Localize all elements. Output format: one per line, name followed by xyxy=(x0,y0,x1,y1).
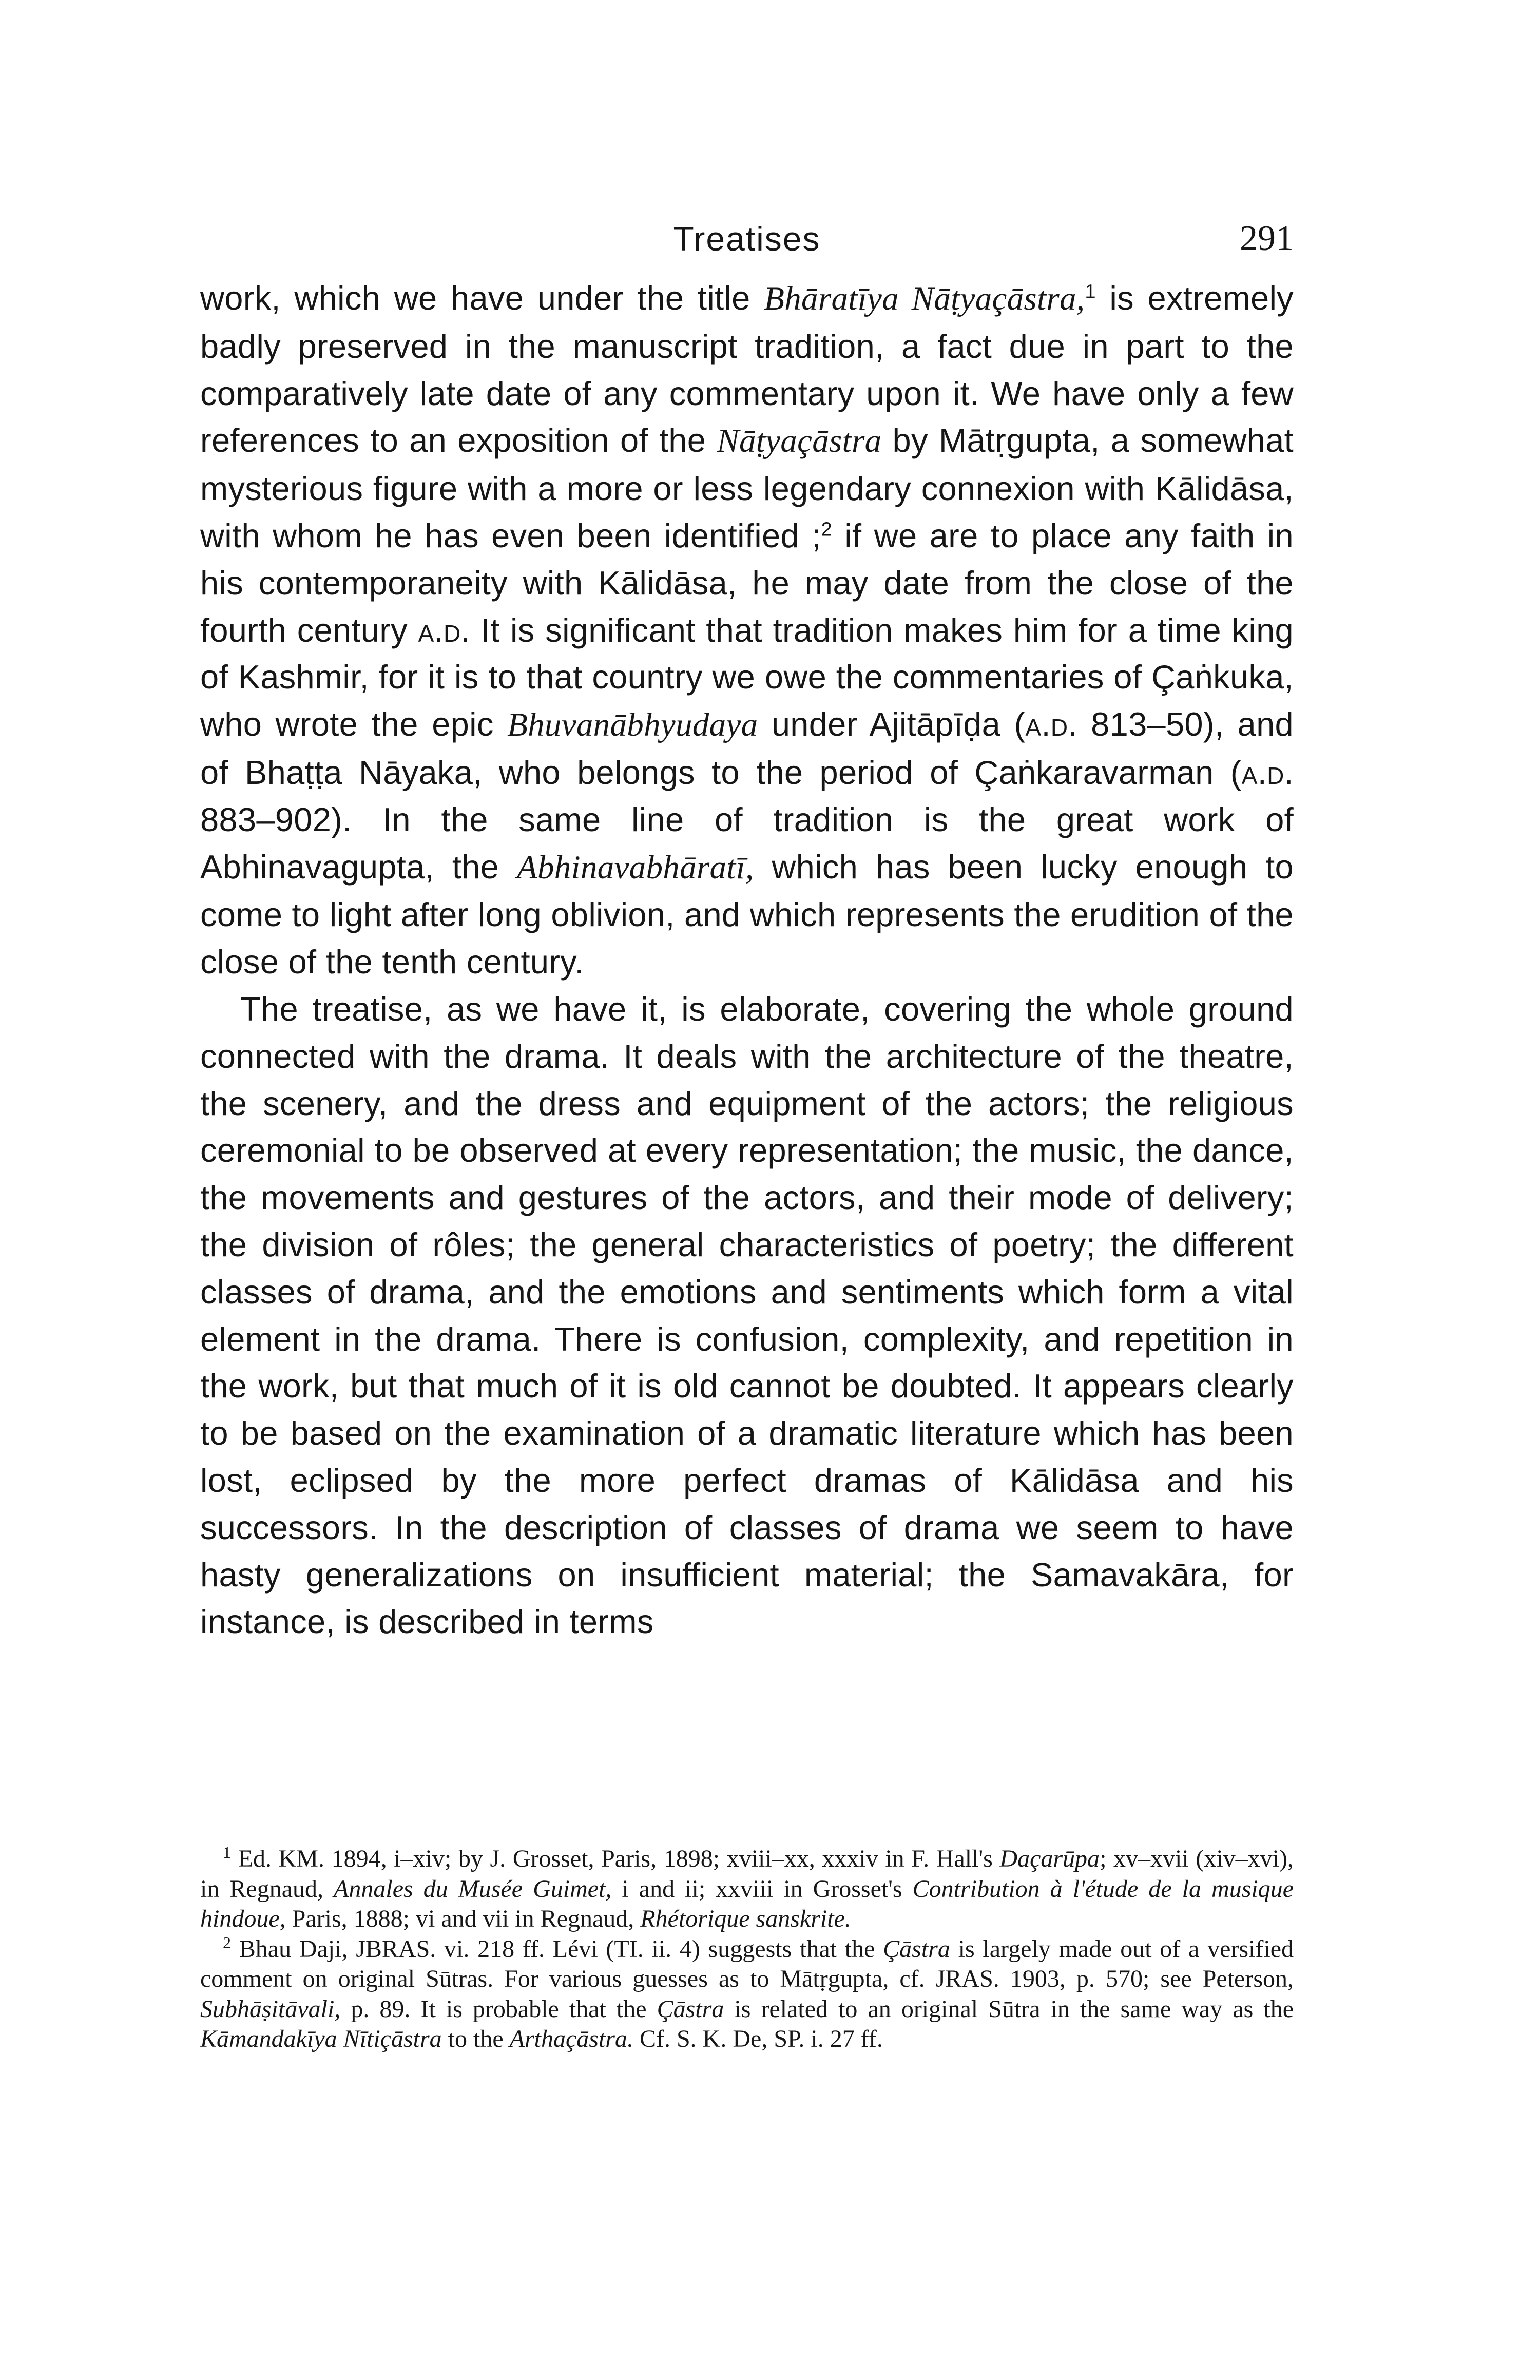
page-number: 291 xyxy=(1240,219,1294,258)
text-run: Cf. S. K. De, SP. i. 27 ff. xyxy=(633,2025,883,2052)
era-abbreviation: a.d. xyxy=(418,611,470,649)
title-italic: Annales du Musée Guimet, xyxy=(334,1875,612,1903)
title-italic: Çāstra xyxy=(657,1995,724,2023)
text-run: is largely made out of a versified comment on original Sūtras. For various guesses as to Mātṛgupta, cf. JRAS. 1903, p. 570; see Peterson, xyxy=(200,1935,1294,1992)
footnote-2 xyxy=(200,1934,1294,2055)
title-italic: Contribution à l'étude de la musique hindoue, xyxy=(200,1875,1294,1932)
text-run: 813–50), and of Bhaṭṭa Nāyaka, who belongs to the period of Çaṅkaravarman ( xyxy=(200,705,1294,791)
running-title: Treatises xyxy=(673,220,821,258)
text-run: ; xv–xvii (xiv–xvi), in Regnaud, xyxy=(200,1845,1294,1903)
text-run: It is significant that tradition makes him for a time king of Kashmir, for it is to that country we owe the commentaries of Çaṅkuka, who wrote the epic xyxy=(200,611,1294,743)
text-run: is extremely badly preserved in the manuscript tradition, a fact due in part to the comparatively late date of any commentary upon it. We have only a few references to an exposition of the xyxy=(200,279,1294,459)
footnote-mark: 2 xyxy=(223,1933,231,1952)
title-abhinavabharati: Abhinavabhāratī, xyxy=(516,849,754,886)
text-run: Ed. KM. 1894, i–xiv; by J. Grosset, Paris, 1898; xviii–xx, xxxiv in F. Hall's xyxy=(231,1845,1000,1872)
text-run: i and ii; xxviii in Grosset's xyxy=(611,1875,913,1903)
text-run: work, which we have under the title xyxy=(200,279,764,317)
title-bharatiya-natyacastra: Bhāratīya Nāṭyaçāstra, xyxy=(764,280,1085,317)
text-run: by Mātṛgupta, a somewhat mysterious figure with a more or less legendary connexion with Kālidāsa, with whom he has even been identified ; xyxy=(200,421,1294,554)
text-run: 883–902). In the same line of tradition is the great work of Abhinavagupta, the xyxy=(200,800,1294,886)
page-header xyxy=(200,216,1294,262)
text-run: if we are to place any faith in his contemporaneity with Kālidāsa, he may date from the close of the fourth century xyxy=(200,516,1294,649)
title-bhuvanabhyudaya: Bhuvanābhyudaya xyxy=(507,706,758,744)
body-text xyxy=(200,275,1294,1645)
era-abbreviation: a.d. xyxy=(1241,753,1294,791)
paragraph-1 xyxy=(200,275,1294,986)
text-run: Bhau Daji, JBRAS. vi. 218 ff. Lévi (TI. ii. 4) suggests that the xyxy=(231,1935,883,1963)
text-run: Paris, 1888; vi and vii in Regnaud, xyxy=(285,1905,641,1932)
era-abbreviation: a.d. xyxy=(1025,705,1077,743)
footnote-ref-2: 2 xyxy=(821,519,833,541)
title-italic: Rhétorique sanskrite. xyxy=(640,1905,851,1932)
title-italic: Çāstra xyxy=(883,1935,950,1963)
title-italic: Arthaçāstra. xyxy=(509,2025,633,2052)
footnote-mark: 1 xyxy=(223,1843,231,1861)
paragraph-2: The treatise, as we have it, is elaborate, covering the whole ground connected with the drama. It deals with the architecture of the theatre, the scenery, and the dress and equipment of the actors; the religious ceremonial to be observed at every representation; the music, the dance, the movements and gestures of the actors, and their mode of delivery; the division of rôles; the general characteristics of poetry; the different classes of drama, and the emotions and sentiments which form a vital element in the drama. There is confusion, complexity, and repetition in the work, but that much of it is old cannot be doubted. It appears clearly to be based on the examination of a dramatic literature which has been lost, eclipsed by the more perfect dramas of Kālidāsa and his successors. In the description of classes of drama we seem to have hasty generalizations on insufficient material; the Samavakāra, for instance, is described in terms xyxy=(200,990,1294,1641)
title-natyacastra: Nāṭyaçāstra xyxy=(717,423,882,460)
text-run: p. 89. It is probable that the xyxy=(340,1995,657,2023)
footnote-1 xyxy=(200,1844,1294,1934)
title-italic: Kāmandakīya Nītiçāstra xyxy=(200,2025,442,2052)
text-run: to the xyxy=(441,2025,510,2052)
footnotes xyxy=(200,1844,1294,2055)
text-run: which has been lucky enough to come to light after long oblivion, and which represents the erudition of the close of the tenth century. xyxy=(200,848,1294,981)
footnote-ref-1: 1 xyxy=(1085,281,1096,303)
text-run: under Ajitāpīḍa ( xyxy=(758,705,1026,743)
title-italic: Subhāṣitāvali, xyxy=(200,1995,341,2023)
title-italic: Daçarūpa xyxy=(999,1845,1100,1872)
text-run: is related to an original Sūtra in the same way as the xyxy=(724,1995,1294,2023)
